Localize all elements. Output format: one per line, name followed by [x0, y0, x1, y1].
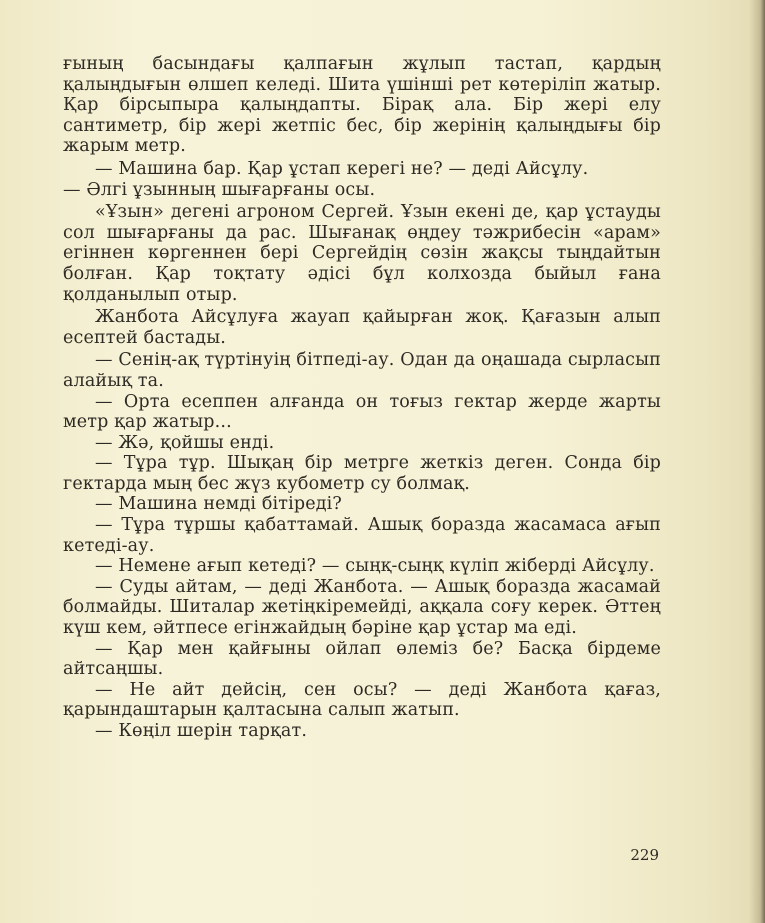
paragraph-16: — Көңіл шерін тарқат. [95, 721, 308, 741]
paragraph-15: — Не айт дейсің, сен осы? — деді Жанбота қағаз, қарындаштарын қалтасына салып жатып. [63, 679, 661, 721]
page-edge-shadow [749, 0, 765, 923]
paragraph-8: — Жә, қойшы енді. [95, 432, 275, 453]
paragraph-1: ғының басындағы қалпағын жұлып тастап, қардың қалыңдығын өлшеп келеді. Шита үшінші рет көтеріліп жатыр. Қар бірсыпыра қалыңдапты. Бірақ ала. Бір жері елу сантиметр, бір жері жетпіс бес, бір жерінің қалыңдығы бір жарым метр. [63, 54, 661, 157]
paragraph-9: — Тұра тұр. Шықаң бір метрге жеткіз деген. Сонда бір гектарда мың бес жүз кубометр су болмақ. [63, 453, 661, 494]
paragraph-12: — Немене ағып кетеді? — сыңқ-сыңқ күліп жіберді Айсұлу. [95, 556, 655, 577]
paragraph-3: — Әлгі ұзынның шығарғаны осы. [63, 179, 376, 200]
body-text [63, 54, 661, 742]
paragraph-11: — Тұра тұршы қабаттамай. Ашық боразда жасамаса ағып кетеді-ау. [63, 515, 661, 556]
paragraph-4: «Ұзын» дегені агроном Сергей. Ұзын екені де, қар ұстауды сол шығарғаны да рас. Шығанақ өңдеу тәжрибесін «арам» егіннен көргеннен бері Сергейдің сөзін жақсы тыңдайтын болған. Қар тоқтату әдісі бұл колхозда быйыл ғана қолданылып отыр. [63, 202, 661, 305]
page-number: 229 [630, 846, 659, 864]
paragraph-2: — Машина бар. Қар ұстап керегі не? — деді Айсұлу. [95, 158, 589, 179]
paragraph-5: Жанбота Айсұлуға жауап қайырған жоқ. Қағазын алып есептей бастады. [63, 307, 661, 348]
paragraph-6: — Сенің-ақ түртінуің бітпеді-ау. Одан да оңашада сырласып алайық та. [63, 350, 661, 391]
paragraph-13: — Суды айтам, — деді Жанбота. — Ашық боразда жасамай болмайды. Шиталар жетіңкіремейді, аққала соғу керек. Әттең күш кем, әйтпесе егінжайдың бәріне қар ұстар ма еді. [63, 576, 661, 639]
paragraph-7: — Орта есеппен алғанда он тоғыз гектар жерде жарты метр қар жатыр... [63, 391, 661, 433]
paragraph-10: — Машина немді бітіреді? [95, 494, 342, 515]
paragraph-14: — Қар мен қайғыны ойлап өлеміз бе? Басқа бірдеме айтсаңшы. [63, 638, 661, 680]
